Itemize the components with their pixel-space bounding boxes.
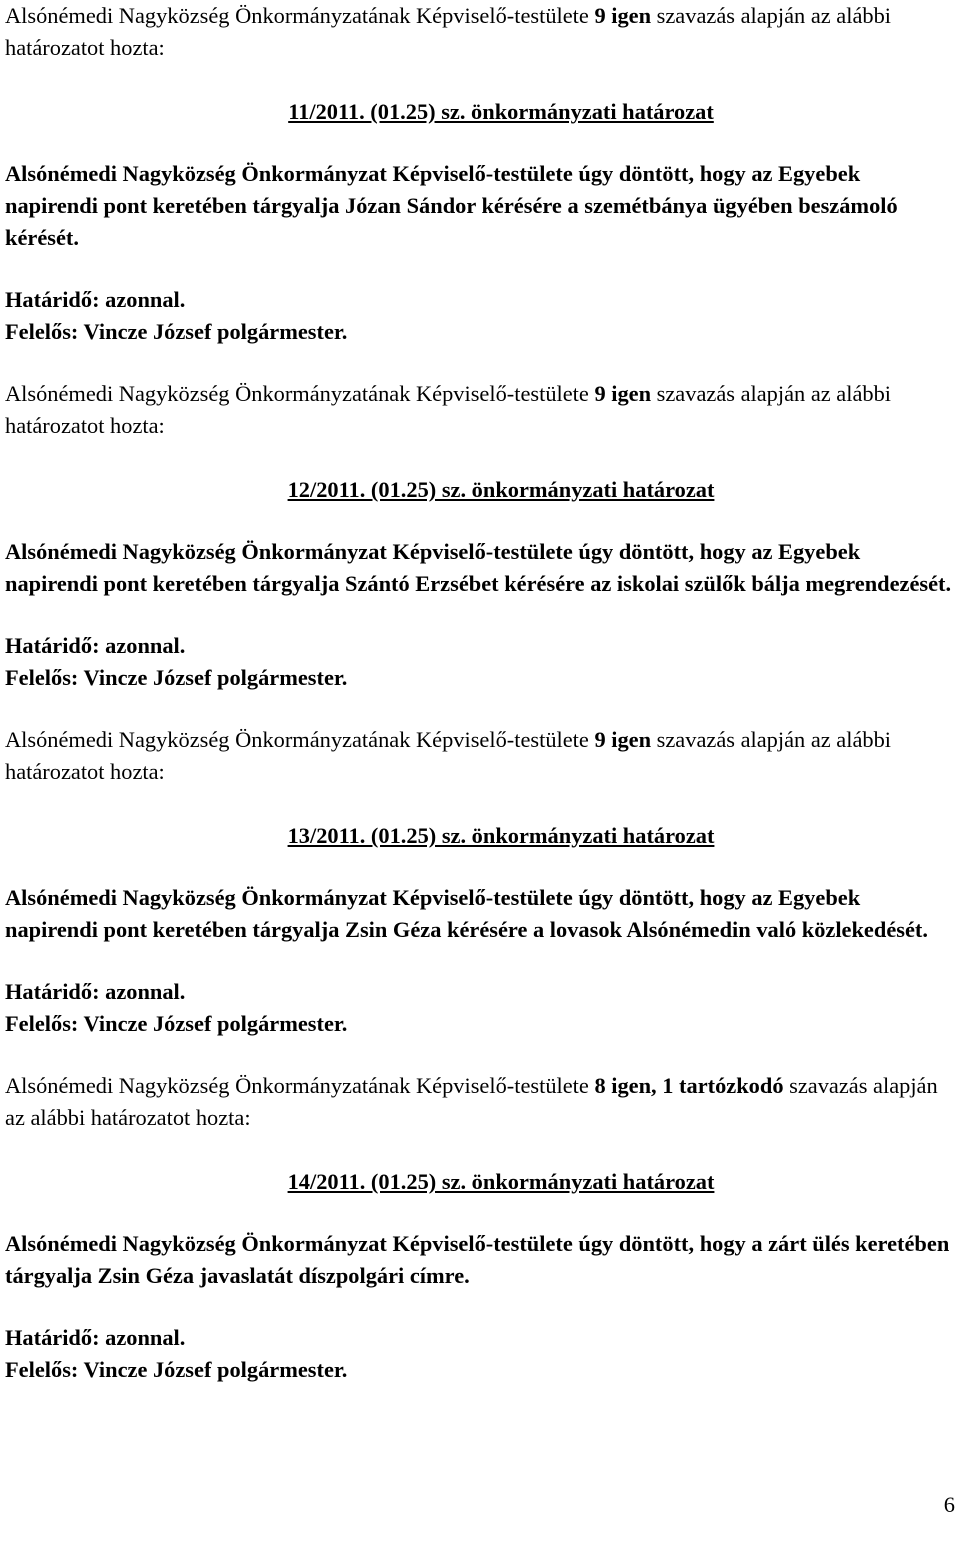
responsible-person: Felelős: Vincze József polgármester. bbox=[5, 1357, 348, 1382]
intro-prefix: Alsónémedi Nagyközség Önkormányzatának Képviselő-testülete bbox=[5, 1073, 595, 1098]
page-number: 6 bbox=[943, 1492, 955, 1517]
resolution-11 bbox=[5, 0, 957, 378]
intro-suffix: szavazás alapján az alábbi határozatot hozta: bbox=[5, 381, 891, 438]
document-page bbox=[5, 0, 957, 1386]
resolution-13 bbox=[5, 724, 957, 1070]
deadline: Határidő: azonnal. bbox=[5, 1325, 186, 1350]
vote-count: 9 igen bbox=[594, 3, 652, 28]
voting-intro bbox=[5, 1070, 957, 1134]
deadline: Határidő: azonnal. bbox=[5, 287, 186, 312]
resolution-title: 12/2011. (01.25) sz. önkormányzati határozat bbox=[287, 477, 715, 502]
resolution-14 bbox=[5, 1070, 957, 1386]
responsible-person: Felelős: Vincze József polgármester. bbox=[5, 319, 348, 344]
intro-prefix: Alsónémedi Nagyközség Önkormányzatának Képviselő-testülete bbox=[5, 727, 595, 752]
voting-intro bbox=[5, 724, 957, 788]
vote-count: 8 igen, 1 tartózkodó bbox=[594, 1073, 784, 1098]
responsible-person: Felelős: Vincze József polgármester. bbox=[5, 1011, 348, 1036]
resolution-body: Alsónémedi Nagyközség Önkormányzat Képviselő-testülete úgy döntött, hogy az Egyebek napirendi pont keretében tárgyalja Józan Sándor kérésére a szemétbánya ügyében beszámoló kérését. bbox=[5, 161, 898, 250]
deadline: Határidő: azonnal. bbox=[5, 633, 186, 658]
voting-intro bbox=[5, 378, 957, 442]
intro-prefix: Alsónémedi Nagyközség Önkormányzatának Képviselő-testülete bbox=[5, 3, 595, 28]
intro-suffix: szavazás alapján az alábbi határozatot hozta: bbox=[5, 727, 891, 784]
intro-suffix: szavazás alapján az alábbi határozatot hozta: bbox=[5, 3, 891, 60]
resolution-body: Alsónémedi Nagyközség Önkormányzat Képviselő-testülete úgy döntött, hogy az Egyebek napirendi pont keretében tárgyalja Szántó Erzsébet kérésére az iskolai szülők bálja megrendezését. bbox=[5, 539, 952, 596]
vote-count: 9 igen bbox=[594, 727, 652, 752]
responsible-person: Felelős: Vincze József polgármester. bbox=[5, 665, 348, 690]
deadline: Határidő: azonnal. bbox=[5, 979, 186, 1004]
vote-count: 9 igen bbox=[594, 381, 652, 406]
resolution-12 bbox=[5, 378, 957, 724]
resolution-body: Alsónémedi Nagyközség Önkormányzat Képviselő-testülete úgy döntött, hogy a zárt ülés keretében tárgyalja Zsin Géza javaslatát díszpolgári címre. bbox=[5, 1231, 950, 1288]
resolution-title: 11/2011. (01.25) sz. önkormányzati határozat bbox=[288, 99, 714, 124]
voting-intro bbox=[5, 0, 957, 64]
resolution-title: 14/2011. (01.25) sz. önkormányzati határozat bbox=[287, 1169, 715, 1194]
intro-prefix: Alsónémedi Nagyközség Önkormányzatának Képviselő-testülete bbox=[5, 381, 595, 406]
resolution-body: Alsónémedi Nagyközség Önkormányzat Képviselő-testülete úgy döntött, hogy az Egyebek napirendi pont keretében tárgyalja Zsin Géza kérésére a lovasok Alsónémedin való közlekedését. bbox=[5, 885, 928, 942]
intro-suffix: szavazás alapján az alábbi határozatot hozta: bbox=[5, 1073, 938, 1130]
resolution-title: 13/2011. (01.25) sz. önkormányzati határozat bbox=[287, 823, 715, 848]
